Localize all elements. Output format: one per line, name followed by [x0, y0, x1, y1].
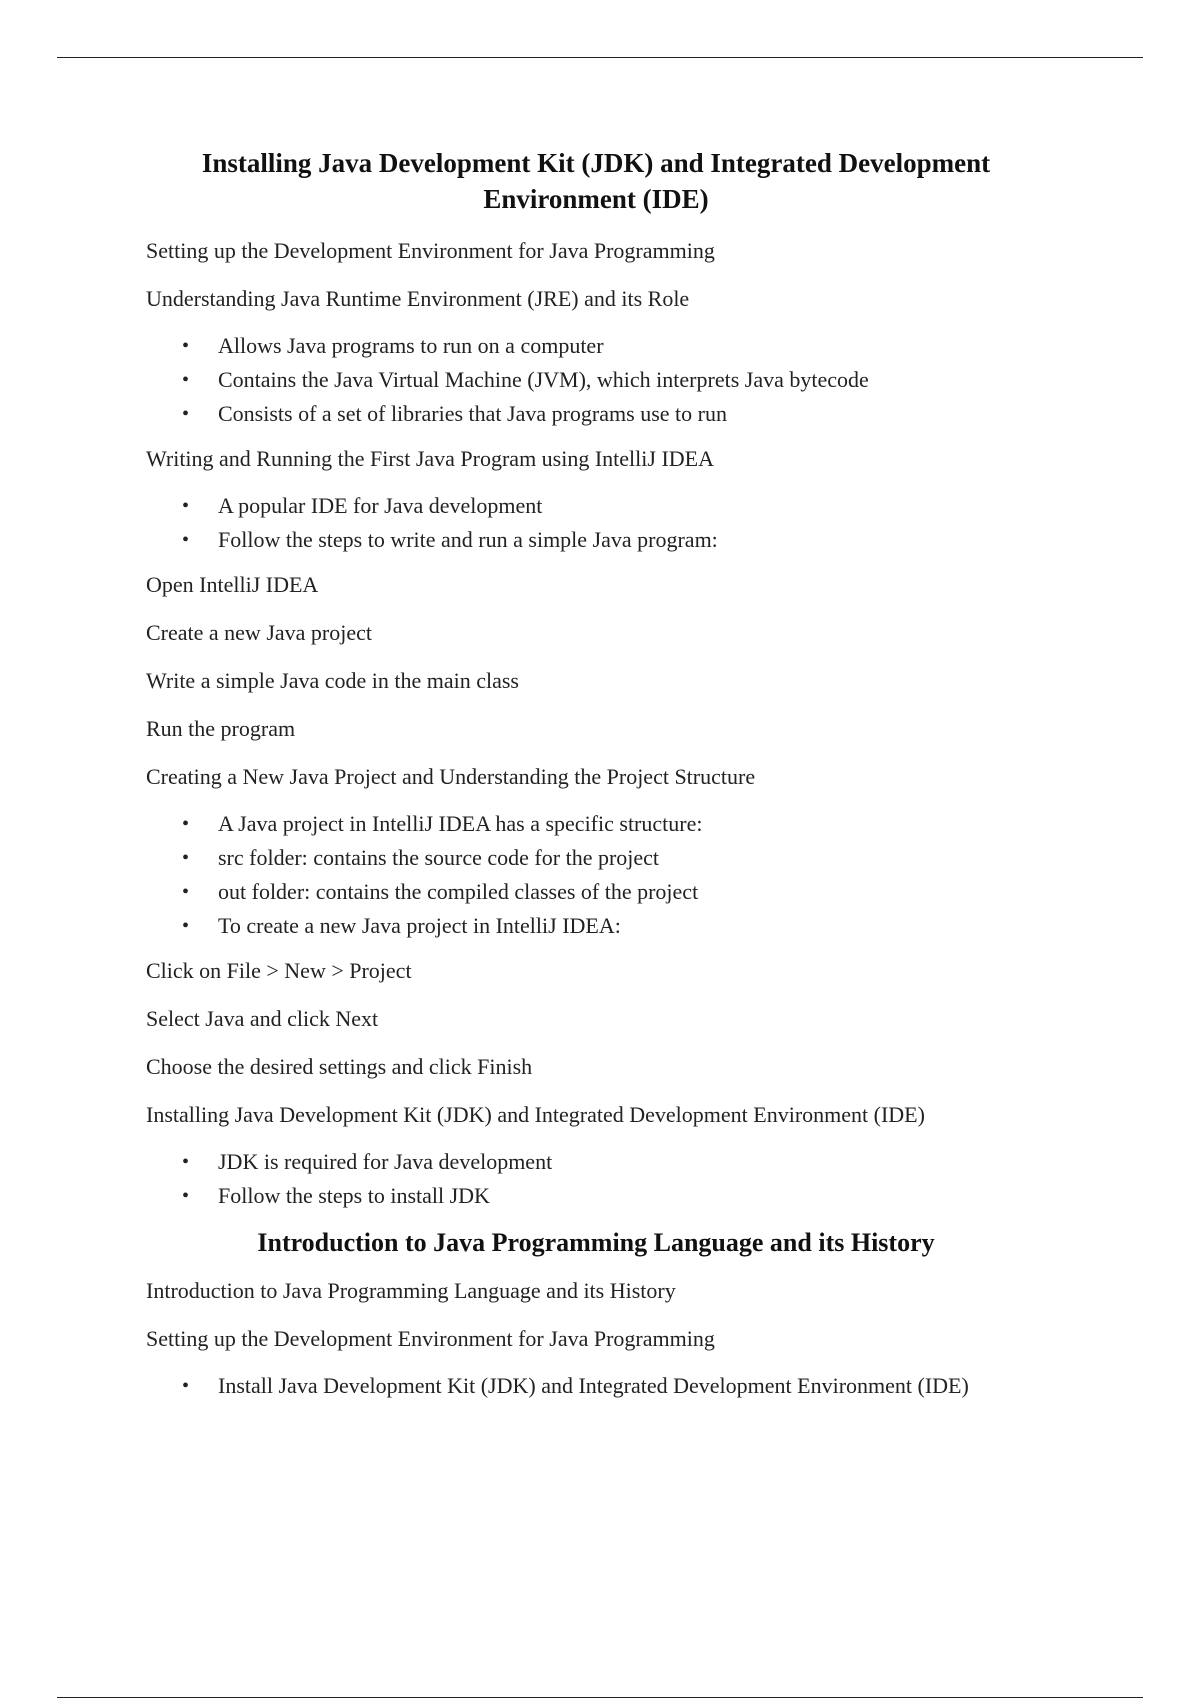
paragraph: Creating a New Java Project and Understanding the Project Structure — [146, 764, 756, 789]
document-body — [146, 145, 1046, 1417]
list-item: • A Java project in IntelliJ IDEA has a specific structure: — [218, 807, 1046, 841]
list-item: • A popular IDE for Java development — [218, 489, 1046, 523]
paragraph: Create a new Java project — [146, 620, 372, 645]
list-item: • To create a new Java project in IntelliJ IDEA: — [218, 909, 1046, 943]
paragraph: Write a simple Java code in the main class — [146, 668, 519, 693]
list-item: • Contains the Java Virtual Machine (JVM), which interprets Java bytecode — [218, 363, 1046, 397]
document-title: Installing Java Development Kit (JDK) and Integrated Development Environment (IDE) — [201, 148, 991, 214]
bullet-list — [146, 489, 1046, 557]
bullet-list — [146, 807, 1046, 943]
list-item: • Follow the steps to install JDK — [218, 1179, 1046, 1213]
paragraph: Run the program — [146, 716, 296, 741]
paragraph: Click on File > New > Project — [146, 958, 412, 983]
paragraph: Introduction to Java Programming Language and its History — [146, 1278, 676, 1303]
paragraph: Select Java and click Next — [146, 1006, 379, 1031]
paragraph: Setting up the Development Environment for Java Programming — [146, 1326, 715, 1351]
list-item: • Install Java Development Kit (JDK) and Integrated Development Environment (IDE) — [218, 1369, 1046, 1403]
paragraph: Open IntelliJ IDEA — [146, 572, 319, 597]
paragraph: Writing and Running the First Java Program using IntelliJ IDEA — [146, 446, 714, 471]
list-item: • JDK is required for Java development — [218, 1145, 1046, 1179]
list-item: • out folder: contains the compiled classes of the project — [218, 875, 1046, 909]
bullet-list — [146, 1145, 1046, 1213]
bottom-rule — [57, 1697, 1143, 1698]
section-heading: Introduction to Java Programming Language and its History — [257, 1228, 935, 1257]
bullet-list — [146, 329, 1046, 431]
paragraph: Choose the desired settings and click Finish — [146, 1054, 533, 1079]
bullet-list — [146, 1369, 1046, 1403]
list-item: • Follow the steps to write and run a simple Java program: — [218, 523, 1046, 557]
top-rule — [57, 57, 1143, 58]
paragraph: Setting up the Development Environment for Java Programming — [146, 238, 715, 263]
list-item: • Consists of a set of libraries that Java programs use to run — [218, 397, 1046, 431]
list-item: • src folder: contains the source code for the project — [218, 841, 1046, 875]
paragraph: Installing Java Development Kit (JDK) and Integrated Development Environment (IDE) — [146, 1102, 925, 1127]
paragraph: Understanding Java Runtime Environment (JRE) and its Role — [146, 286, 690, 311]
list-item: • Allows Java programs to run on a computer — [218, 329, 1046, 363]
